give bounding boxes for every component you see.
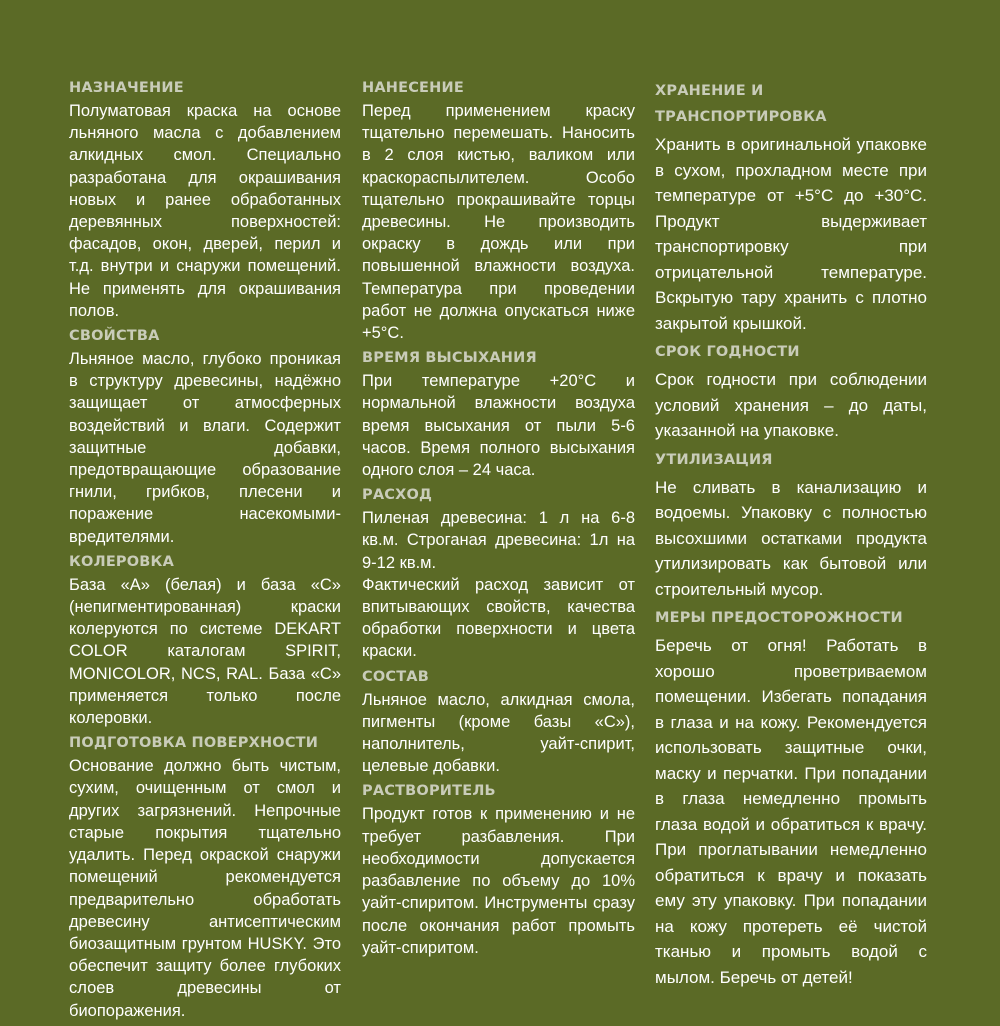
- section-body: Пиленая древесина: 1 л на 6-8 кв.м. Строганая древесина: 1л на 9-12 кв.м. Фактический расход зависит от впитывающих свойств, качества обработки поверхности и цвета краски.: [362, 509, 635, 661]
- section-body: Перед применением краску тщательно перемешать. Наносить в 2 слоя кистью, валиком или краскораспылителем. Особо тщательно прокрашивайте торцы древесины. Не производить окраску в дождь или при повышенной влажности воздуха. Температура при проведении работ не должна опускаться ниже +5°С.: [362, 102, 635, 343]
- section-storage-transport: [655, 78, 927, 336]
- section-body: При температуре +20°С и нормальной влажности воздуха время высыхания от пыли 5-6 часов. Время полного высыхания одного слоя – 24 часа.: [362, 372, 635, 480]
- section-purpose: [69, 78, 341, 322]
- section-title: СОСТАВ: [362, 668, 429, 685]
- section-title: УТИЛИЗАЦИЯ: [655, 451, 773, 468]
- section-title: НАНЕСЕНИЕ: [362, 80, 464, 96]
- section-precautions: [655, 605, 927, 990]
- section-body: Продукт готов к применению и не требует разбавления. При необходимости допускается разбавление по объему до 10% уайт-спиритом. Инструменты сразу после окончания работ промыть уайт-спиритом.: [362, 805, 635, 957]
- section-body: Основание должно быть чистым, сухим, очищенным от смол и других загрязнений. Непрочные старые покрытия тщательно удалить. Перед окраской снаружи помещений рекомендуется предварительно обработать древесину антисептическим биозащитным грунтом HUSKY. Это обеспечит защиту более глубоких слоев древесины от биопоражения.: [69, 757, 341, 1020]
- section-body: Беречь от огня! Работать в хорошо проветриваемом помещении. Избегать попадания в глаза и на кожу. Рекомендуется использовать защитные очки, маску и перчатки. При попадании в глаза немедленно промыть глаза водой и обратиться к врачу. При проглатывании немедленно обратиться к врачу и показать ему эту упаковку. При попадании на кожу протереть её чистой тканью и промыть водой с мылом. Беречь от детей!: [655, 636, 927, 987]
- section-title: СРОК ГОДНОСТИ: [655, 344, 800, 360]
- section-body: Хранить в оригинальной упаковке в сухом, прохладном месте при температуре от +5°С до +30°С. Продукт выдерживает транспортировку при отрицательной температуре. Вскрытую тару хранить с плотно закрытой крышкой.: [655, 135, 927, 333]
- section-disposal: [655, 447, 927, 603]
- section-shelf-life: [655, 339, 927, 444]
- column-3: [655, 78, 927, 993]
- section-title: КОЛЕРОВКА: [69, 553, 175, 570]
- section-surface-preparation: [69, 733, 341, 1021]
- section-title: МЕРЫ ПРЕДОСТОРОЖНОСТИ: [655, 610, 903, 626]
- section-consumption: [362, 485, 635, 662]
- section-title: ПОДГОТОВКА ПОВЕРХНОСТИ: [69, 735, 319, 752]
- section-drying-time: [362, 348, 635, 481]
- section-body: Срок годности при соблюдении условий хранения – до даты, указанной на упаковке.: [655, 370, 927, 440]
- section-solvent: [362, 781, 635, 958]
- section-title: РАСТВОРИТЕЛЬ: [362, 783, 496, 800]
- section-title: РАСХОД: [362, 487, 433, 504]
- section-body: База «А» (белая) и база «С» (непигментированная) краски колеруются по системе DEKART COLOR каталогам SPIRIT, MONICOLOR, NCS, RAL. База «С» применяется только после колеровки.: [69, 575, 341, 728]
- section-body: Льняное масло, глубоко проникая в структуру древесины, надёжно защищает от атмосферных воздействий и влаги. Содержит защитные добавки, предотвращающие образование гнили, грибков, плесени и поражение насекомыми-вредителями.: [69, 350, 341, 546]
- column-1: [69, 78, 341, 1026]
- section-title: ВРЕМЯ ВЫСЫХАНИЯ: [362, 350, 537, 367]
- section-properties: [69, 326, 341, 548]
- section-title: НАЗНАЧЕНИЕ: [69, 80, 184, 96]
- section-body: Льняное масло, алкидная смола, пигменты (кроме базы «С»), наполнитель, уайт-спирит, целевые добавки.: [362, 690, 635, 776]
- section-application: [362, 78, 635, 344]
- section-body: Полуматовая краска на основе льняного масла с добавлением алкидных смол. Специально разработана для окрашивания новых и ранее обработанных деревянных поверхностей: фасадов, окон, дверей, перил и т.д. внутри и снаружи помещений. Не применять для окрашивания полов.: [69, 102, 341, 320]
- section-title: СВОЙСТВА: [69, 328, 160, 345]
- section-composition: [362, 667, 635, 778]
- column-2: [362, 78, 635, 963]
- section-title: ХРАНЕНИЕ И ТРАНСПОРТИРОВКА: [655, 83, 827, 125]
- section-tinting: [69, 552, 341, 729]
- section-body: Не сливать в канализацию и водоемы. Упаковку с полностью высохшими остатками продукта утилизировать как бытовой или строительный мусор.: [655, 477, 927, 599]
